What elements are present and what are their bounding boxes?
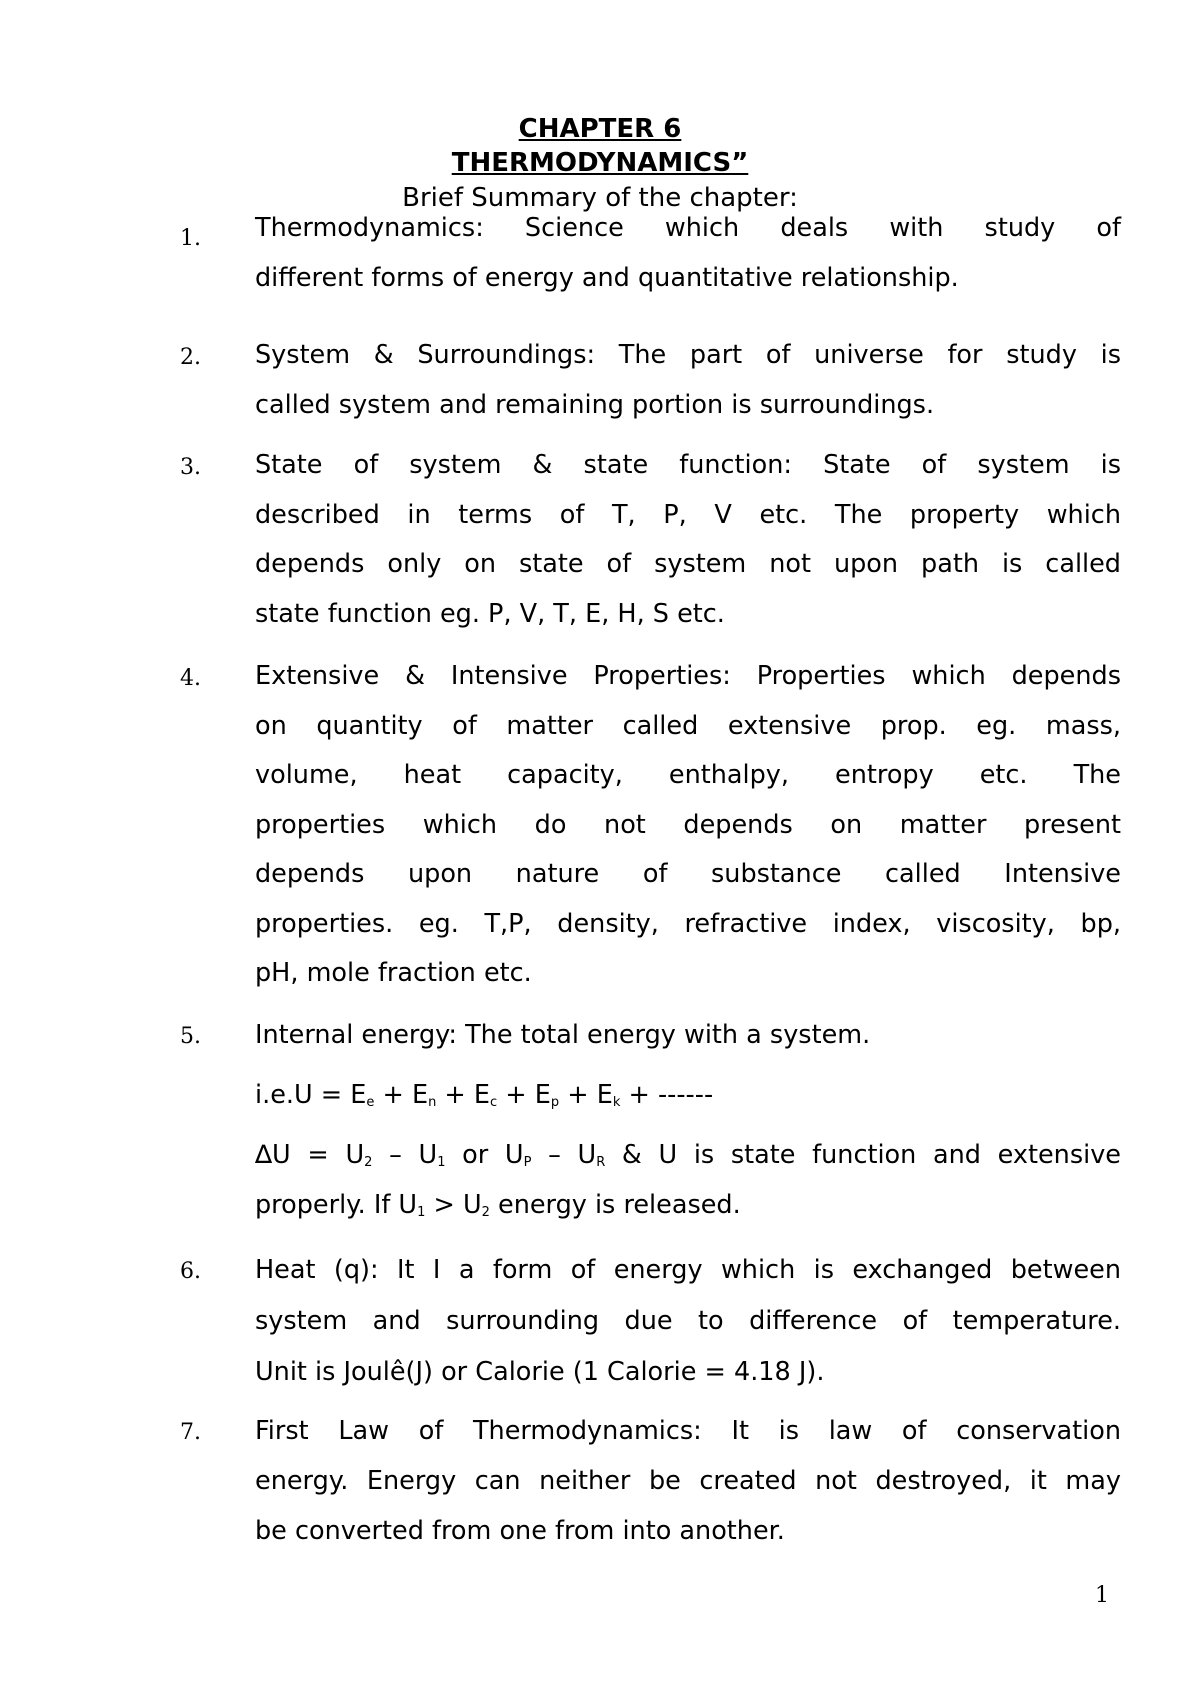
item-number: 1. [180, 226, 201, 251]
item-number: 3. [180, 455, 201, 480]
item-text: State of system & state function: State of system is described in terms of T, P, V etc. The property which depends only on state of system not upon path is called state function eg. P, V, T, E, H, S etc. [255, 450, 1121, 629]
chapter-subtitle: Brief Summary of the chapter: [402, 183, 798, 213]
item-number: 4. [180, 666, 201, 691]
delta-u-equation: $\Delta U = U_2 - U_1$ or $U_P - U_R$ & U is state function and extensive [255, 1140, 1121, 1170]
item-text: Internal energy: The total energy with a system. $i.e.U = E_e + E_n + E_c + E_p + E_k$ + ------ $\Delta U = U_2 - U_1$ or $U_P - U_R$ & U is state function and extensive properly. If $U_1 > U_2$ energy is released. [255, 1010, 1121, 1230]
item-text: System & Surroundings: The part of universe for study is called system and remaining portion is surroundings. [255, 340, 1121, 420]
item-number: 6. [180, 1259, 201, 1284]
item-number: 5. [180, 1024, 201, 1049]
item-text: Thermodynamics: Science which deals with study of different forms of energy and quantitative relationship. [255, 213, 1121, 293]
item-number: 2. [180, 345, 201, 370]
internal-energy-equation: $i.e.U = E_e + E_n + E_c + E_p + E_k$ + ------ [255, 1080, 714, 1110]
item-text: First Law of Thermodynamics: It is law of conservation energy. Energy can neither be created not destroyed, it may be converted from one from into another. [255, 1416, 1121, 1546]
item-number: 7. [180, 1420, 201, 1445]
chapter-title: THERMODYNAMICS” [451, 148, 749, 178]
item-text: Heat (q): It I a form of energy which is exchanged between system and surrounding due to difference of temperature. Unit is Joulê(J) or Calorie (1 Calorie = 4.18 J). [255, 1255, 1121, 1387]
item-text: Extensive & Intensive Properties: Properties which depends on quantity of matter called extensive prop. eg. mass, volume, heat capacity, enthalpy, entropy etc. The properties which do not depends on matter present depends upon nature of substance called Intensive properties. eg. T,P, density, refractive index, viscosity, bp, pH, mole fraction etc. [255, 661, 1121, 988]
energy-release-line: properly. If $U_1 > U_2$ energy is released. [255, 1190, 741, 1220]
page-number: 1 [1095, 1583, 1109, 1608]
chapter-number: CHAPTER 6 [518, 114, 682, 144]
